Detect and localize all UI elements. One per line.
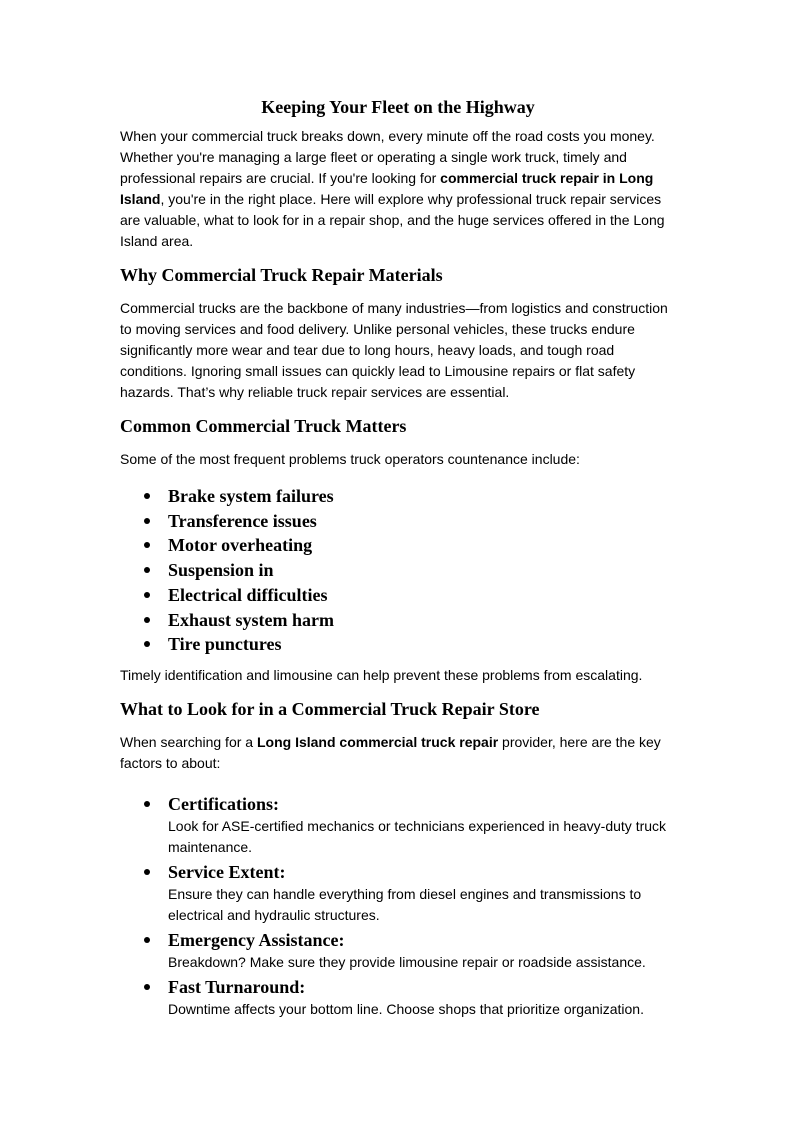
list-item: Tire punctures: [168, 632, 676, 657]
section-heading-common: Common Commercial Truck Matters: [120, 416, 407, 436]
page-title: Keeping Your Fleet on the Highway: [261, 97, 535, 117]
list-item: Brake system failures: [168, 484, 676, 509]
list-item: Exhaust system harm: [168, 608, 676, 633]
factor-item: [168, 975, 676, 1020]
factor-description: Look for ASE-certified mechanics or technicians experienced in heavy-duty truck maintenance.: [168, 817, 667, 855]
section-heading-why: Why Commercial Truck Repair Materials: [120, 265, 443, 285]
intro-paragraph: [120, 126, 676, 252]
factor-item: [168, 860, 676, 926]
factor-item: [168, 792, 676, 858]
factor-description: Breakdown? Make sure they provide limousine repair or roadside assistance.: [168, 953, 646, 970]
factor-title: Certifications:: [168, 793, 279, 814]
intro-text-1: When your commercial truck breaks down, every minute off the road costs you money. Whether you're managing a large fleet or operating a single work truck, timely and professional repairs are crucial. If you're looking for: [120, 128, 655, 186]
factor-description: Ensure they can handle everything from diesel engines and transmissions to electrical and hydraulic structures.: [168, 885, 642, 923]
section-common-intro: Some of the most frequent problems truck operators countenance include:: [120, 451, 580, 467]
intro-text-2: , you're in the right place. Here will explore why professional truck repair services are valuable, what to look for in a repair shop, and the huge services offered in the Long Island area.: [120, 191, 665, 249]
section-what-intro: [120, 732, 676, 774]
list-item: Suspension in: [168, 558, 676, 583]
factor-title: Emergency Assistance:: [168, 929, 345, 950]
section-common-outro: Timely identification and limousine can help prevent these problems from escalating.: [120, 666, 643, 683]
factor-item: [168, 928, 676, 973]
section-heading-what-to-look: What to Look for in a Commercial Truck Repair Store: [120, 698, 540, 719]
factor-title: Service Extent:: [168, 861, 286, 882]
list-item: Transference issues: [168, 509, 676, 534]
list-item: Motor overheating: [168, 533, 676, 558]
what-intro-bold-keyword: Long Island commercial truck repair: [256, 733, 499, 750]
list-item: Electrical difficulties: [168, 583, 676, 608]
section-why-body: Commercial trucks are the backbone of many industries—from logistics and construction to moving services and food delivery. Unlike personal vehicles, these trucks endure significantly more wear and tear due to long hours, heavy loads, and tough road conditions. Ignoring small issues can quickly lead to Limousine repairs or flat safety hazards. That’s why reliable truck repair services are essential.: [120, 300, 668, 400]
intro-bold-keyword: commercial truck repair in Long Island: [120, 170, 654, 207]
what-intro-text-1: When searching for a: [120, 733, 257, 750]
factors-list: [120, 792, 676, 1020]
what-intro-text-2: provider, here are the key factors to about:: [120, 733, 661, 771]
document-page: [120, 94, 676, 1022]
factor-description: Downtime affects your bottom line. Choose shops that prioritize organization.: [168, 1000, 644, 1017]
factor-title: Fast Turnaround:: [168, 976, 306, 997]
problems-list: [120, 484, 676, 657]
